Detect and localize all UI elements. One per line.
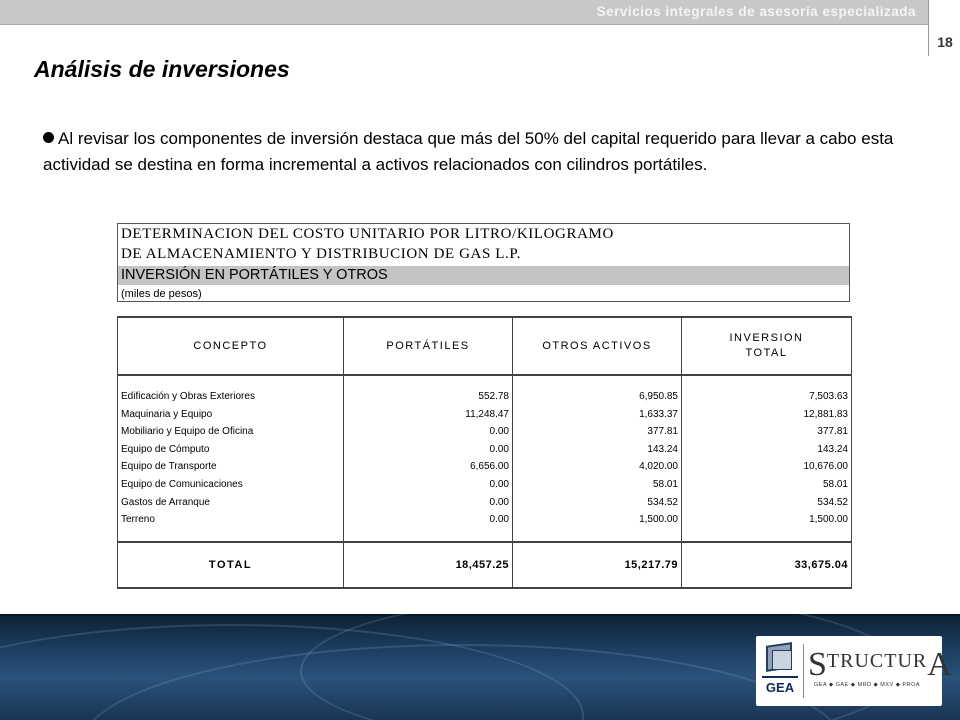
cell-otros: 6,950.85 xyxy=(513,388,682,406)
gea-logo xyxy=(762,642,798,700)
column-header-portatiles: PORTÁTILES xyxy=(344,317,513,375)
header-divider xyxy=(928,0,929,56)
total-label: TOTAL xyxy=(118,542,344,588)
gea-wordmark: GEA xyxy=(765,680,795,695)
cell-portatiles: 0.00 xyxy=(344,441,513,459)
cell-concepto: Equipo de Cómputo xyxy=(118,441,344,459)
logo-divider xyxy=(803,644,804,698)
cell-total: 377.81 xyxy=(682,423,852,441)
cell-portatiles: 0.00 xyxy=(344,423,513,441)
cell-portatiles: 0.00 xyxy=(344,476,513,494)
table-row xyxy=(118,441,852,459)
body-paragraph-text: Al revisar los componentes de inversión destaca que más del 50% del capital requerido para llevar a cabo esta actividad se destina en forma incremental a activos relacionados con cilindros portátiles. xyxy=(43,129,894,174)
company-logo xyxy=(756,636,952,706)
cell-total: 1,500.00 xyxy=(682,511,852,529)
cell-total: 534.52 xyxy=(682,494,852,512)
total-portatiles: 18,457.25 xyxy=(344,542,513,588)
cell-portatiles: 11,248.47 xyxy=(344,406,513,424)
header-bar xyxy=(0,0,928,25)
cell-portatiles: 0.00 xyxy=(344,494,513,512)
cell-concepto: Terreno xyxy=(118,511,344,529)
table-row xyxy=(118,406,852,424)
table-total-row xyxy=(118,542,852,588)
column-header-inversion-line2: TOTAL xyxy=(745,347,788,359)
gea-inner-square-icon xyxy=(772,650,792,670)
table-units-note: (miles de pesos) xyxy=(121,288,202,300)
cell-concepto: Mobiliario y Equipo de Oficina xyxy=(118,423,344,441)
gea-underline xyxy=(762,676,798,678)
cell-concepto: Equipo de Comunicaciones xyxy=(118,476,344,494)
cell-total: 10,676.00 xyxy=(682,458,852,476)
column-header-inversion-total xyxy=(682,317,852,375)
total-otros: 15,217.79 xyxy=(513,542,682,588)
cell-otros: 534.52 xyxy=(513,494,682,512)
structura-tagline: GEA ◆ GAE ◆ MRD ◆ MXV ◆ PROA xyxy=(814,682,921,688)
table-row xyxy=(118,423,852,441)
cell-total: 143.24 xyxy=(682,441,852,459)
cell-total: 7,503.63 xyxy=(682,388,852,406)
cell-concepto: Maquinaria y Equipo xyxy=(118,406,344,424)
cell-portatiles: 552.78 xyxy=(344,388,513,406)
column-header-otros-activos: OTROS ACTIVOS xyxy=(513,317,682,375)
column-header-inversion-line1: INVERSION xyxy=(729,332,804,344)
cell-concepto: Equipo de Transporte xyxy=(118,458,344,476)
cell-concepto: Edificación y Obras Exteriores xyxy=(118,388,344,406)
cell-portatiles: 6,656.00 xyxy=(344,458,513,476)
structura-wordmark xyxy=(808,646,952,684)
investment-table xyxy=(117,316,852,589)
table-header-row xyxy=(118,317,852,375)
slide-title: Análisis de inversiones xyxy=(34,56,290,82)
table-row xyxy=(118,388,852,406)
table-subtitle-highlight: INVERSIÓN EN PORTÁTILES Y OTROS xyxy=(118,266,849,285)
cell-otros: 4,020.00 xyxy=(513,458,682,476)
cell-total: 12,881.83 xyxy=(682,406,852,424)
page-number: 18 xyxy=(937,34,953,50)
table-row xyxy=(118,458,852,476)
structura-initial: S xyxy=(808,646,827,683)
structura-middle: TRUCTUR xyxy=(826,650,928,672)
cell-total: 58.01 xyxy=(682,476,852,494)
table-title-box xyxy=(117,223,850,302)
cell-otros: 143.24 xyxy=(513,441,682,459)
column-header-concepto: CONCEPTO xyxy=(118,317,344,375)
cell-otros: 58.01 xyxy=(513,476,682,494)
table-row xyxy=(118,476,852,494)
cell-otros: 1,500.00 xyxy=(513,511,682,529)
company-name: Servicios integrales de asesoría especializada xyxy=(596,4,916,19)
cell-otros: 377.81 xyxy=(513,423,682,441)
table-title-line-2: DE ALMACENAMIENTO Y DISTRIBUCION DE GAS L.P. xyxy=(121,246,522,262)
table-row xyxy=(118,511,852,529)
structura-final: A xyxy=(927,646,952,683)
table-title-line-1: DETERMINACION DEL COSTO UNITARIO POR LITRO/KILOGRAMO xyxy=(121,226,614,242)
cell-concepto: Gastos de Arranque xyxy=(118,494,344,512)
cell-portatiles: 0.00 xyxy=(344,511,513,529)
bullet-icon xyxy=(43,132,54,143)
total-inversion: 33,675.04 xyxy=(682,542,852,588)
table-spacer xyxy=(118,529,852,542)
table-row xyxy=(118,494,852,512)
table-spacer xyxy=(118,375,852,388)
body-paragraph xyxy=(43,126,923,178)
cell-otros: 1,633.37 xyxy=(513,406,682,424)
